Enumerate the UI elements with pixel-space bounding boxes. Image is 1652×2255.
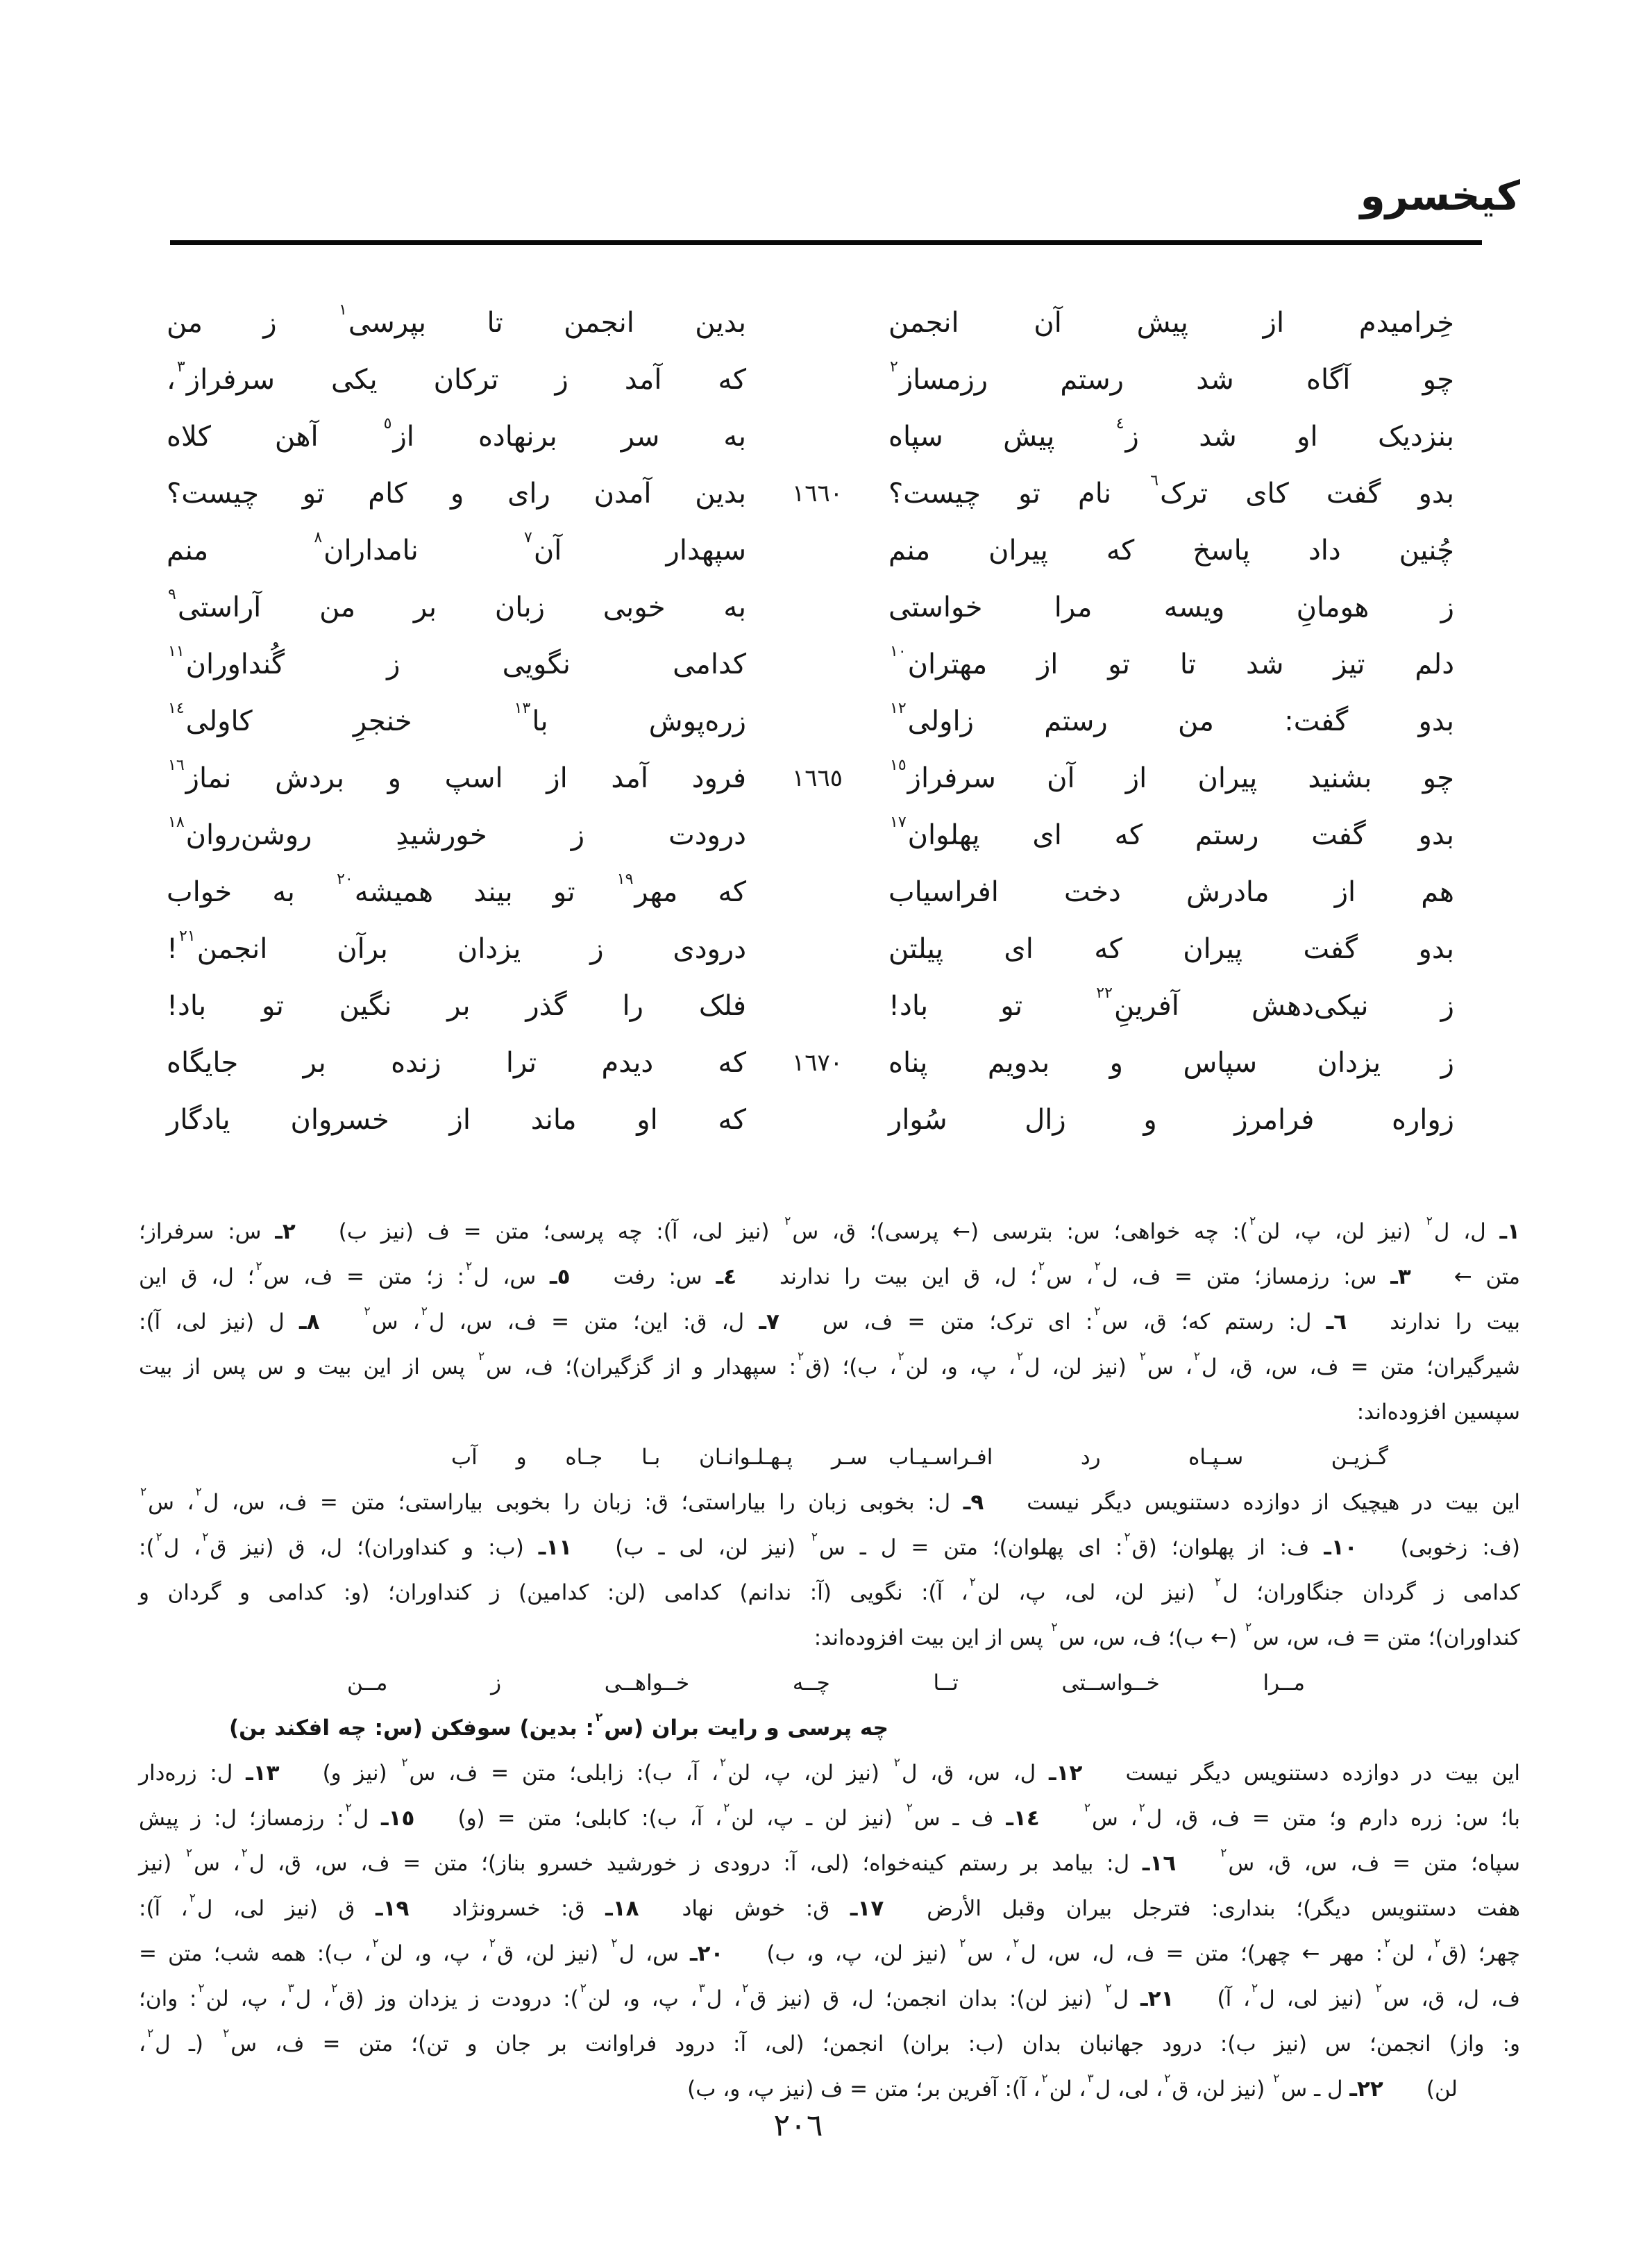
hemistich-second: فلک را گذر بر نگین تو باد! [167,990,746,1022]
apparatus-line: ١ـ ل، ل$^٢$ (نیز لن، پ، لن$^٢$): چه خواهی؛ س: بترسی (← پرسی)؛ ق، س$^٢$ (نیز لی، آ): چه پرسی؛ متن = ف (نیز ب) ٢ـ س: سرفراز؛ [139,1214,1521,1244]
hemistich-first: ز هومانِ ویسه مرا خواستی [888,592,1454,623]
verse-table [167,294,1454,1148]
hemistich-first: بدو گفت پیران که ای پیلتن [888,933,1454,965]
apparatus-line: هفت دستنویس دیگر)؛ بنداری: فترجل بیران وقبل الأرض ١٧ـ ق: خوش نهاد ١٨ـ ق: خسرونژاد ١٩ـ ق (نیز لی، ل$^٢$، آ): [139,1891,1520,1921]
verse-row [167,579,1454,636]
hemistich-first: بدو گفت کای ترک$^٦$ نام تو چیست؟ [888,471,1454,510]
hemistich-second: که مهر$^{١٩}$ تو بیند همیشه$^{٢٠}$ به خواب [167,870,746,908]
verse-row [167,522,1454,579]
hemistich-second: به سر برنهاده از$^٥$ آهن کلاه [167,414,747,453]
verse-number: ١٦٧٠ [791,1049,843,1077]
hemistich-first: ز یزدان سپاس و بدویم پناه [888,1047,1454,1079]
page-number: ٢٠٦ [773,2108,823,2143]
added-verse-hemistich-first: گـزیـن سـپـاه رد افـراسـیـاب [888,1445,1388,1470]
hemistich-first: چُنین داد پاسخ که پیران منم [888,535,1454,567]
verse-row [167,1034,1454,1091]
apparatus-line: (ف: زخوبی) ١٠ـ ف: از پهلوان؛ (ق$^٢$: ای پهلوان)؛ متن = ل ـ س$^٢$ (نیز لن، لی ـ ب) ١١ـ (ب: و کنداوران)؛ ل، ق (نیز ق$^٢$، ل$^٢$): [139,1530,1520,1560]
hemistich-second: بدین انجمن تا بپرسی$^١$ ز من [167,301,746,339]
hemistich-second: کدامی نگویی ز گُنداوران$^{١١}$ [168,642,746,680]
apparatus-line: با؛ س: زره دارم و؛ متن = ف، ق، ل$^٢$، س$^٢$ ١٤ـ ف ـ س$^٢$ (نیز لن ـ پ، لن$^٢$، آ، ب): کابلی؛ متن = (و) ١٥ـ ل$^٢$: رزمساز؛ ل: ز پیش [139,1801,1521,1831]
added-verse-line: مــرا خــواســتی تــا چــه خــواهــی ز مــن [347,1670,1305,1695]
hemistich-gap [868,1435,888,1480]
apparatus-line: بیت را ندارند ٦ـ ل: رستم که؛ ق، س$^٢$: ای ترک؛ متن = ف، س ٧ـ ل، ق: این؛ متن = ف، س، ل$^٢$، س$^٢$ ٨ـ ل (نیز لی، آ): [139,1305,1521,1334]
apparatus-line: و: واز) انجمن؛ س (نیز ب): درود جهانبان بدان (ب: بران) انجمن؛ (لی، آ: درود فراوانت بر جان و تن)؛ متن = ف، س$^٢$ (ـ ل$^٢$، [139,2027,1520,2056]
hemistich-first: زواره فرامرز و زال سُوار [888,1104,1454,1136]
verse-row [167,978,1454,1034]
hemistich-second: که او ماند از خسروان یادگار [167,1104,746,1136]
verse-row [167,864,1454,921]
hemistich-first: خِرامیدم از پیش آن انجمن [888,307,1454,339]
verse-row [167,465,1454,522]
hemistich-first: چو آگاه شد رستم رزمساز$^٢$ [890,358,1454,396]
hemistich-second: که آمد ز ترکان یکی سرفراز$^٣$، [167,358,746,396]
hemistich-first: هم از مادرش دخت افراسیاب [888,876,1454,908]
verse-row [167,636,1454,693]
apparatus-line: شیرگیران؛ متن = ف، س، ق، ل$^٢$، س$^٢$ (نیز لن، ل$^٢$، پ، و، لن$^٢$، ب)؛ (ق$^٢$: سپهدار و از گزگیران)؛ ف، س$^٢$ پس از این بیت و س پس از بیت [139,1350,1520,1380]
verse-row [167,807,1454,864]
apparatus-line: لن) ٢٢ـ ل ـ س$^٢$ (نیز لن، ق$^٢$، لی، ل$^٣$، لن$^٢$، آ): آفرین بر؛ متن = ف (نیز پ، و، ب) [687,2072,1458,2102]
apparatus-line: کنداوران)؛ متن = ف، س، س$^٢$ (← ب)؛ ف، س، س$^٢$ پس از این بیت افزوده‌اند: [814,1620,1520,1650]
apparatus-line [139,1435,1388,1480]
verse-row [167,351,1454,408]
verse-number: ١٦٦٥ [791,764,843,792]
hemistich-second: زره‌پوش با$^{١٣}$ خنجرِ کاولی$^{١٤}$ [168,699,746,737]
added-verse-hemistich-second: سـر پـهـلـوانـان بـا جـاه و آب [451,1445,868,1470]
apparatus [139,1209,1520,2112]
apparatus-line: چهر؛ (ق$^٢$، لن$^٢$: مهر ← چهر)؛ متن = ف، ل، س، ل$^٢$، س$^٢$ (نیز لن، پ، و، ب) ٢٠ـ س، ل$^٢$ (نیز لن، ق$^٢$، پ، و، لن$^٢$، ب): همه شب؛ متن = [139,1936,1520,1966]
hemistich-first: دلم تیز شد تا تو از مهتران$^{١٠}$ [890,642,1454,680]
hemistich-first: بنزدیک او شد ز$^٤$ پیش سپاه [888,414,1455,453]
apparatus-line: متن ← ٣ـ س: رزمساز؛ متن = ف، ل$^٢$، س$^٢$؛ ل، ق این بیت را ندارند ٤ـ س: رفت ٥ـ س، ل$^٢$: ز؛ متن = ف، س$^٢$؛ ل، ق این [139,1259,1521,1289]
hemistich-second: سپهدار آن$^٧$ نامداران$^٨$ منم [167,528,747,567]
verse-row [167,1091,1454,1148]
verse-row [167,921,1454,978]
apparatus-line: ف، ل، ق، س$^٢$ (نیز لی، ل$^٢$، آ) ٢١ـ ل$^٢$ (نیز لن): بدان انجمن؛ ل، ق (نیز ق$^٢$، ل$^٣$، پ، و، لن$^٢$): درودت ز یزدان وز (ق$^٢$، ل$^٣$، پ، لن$^٢$: وان؛ [139,1981,1520,2011]
apparatus-line: این بیت در دوازده دستنویس دیگر نیست ١٢ـ ل، س، ق، ل$^٢$ (نیز لن، پ، لن$^٢$، آ، ب): زابلی؛ متن = ف، س$^٢$ (نیز و) ١٣ـ ل: زره‌دار [139,1756,1520,1786]
apparatus-line: کدامی ز گردان جنگاوران؛ ل$^٢$ (نیز لن، لی، پ، لن$^٢$، آ): نگویی (آ: ندانم) کدامی (لن: کدامین) ز کنداوران؛ (و: کدامی و گردان و [139,1575,1520,1605]
verse-number: ١٦٦٠ [791,480,843,508]
running-head-title: کیخسرو [1360,172,1520,219]
header-rule [170,240,1482,245]
verse-row [167,750,1454,807]
apparatus-line: این بیت در هیچیک از دوازده دستنویس دیگر نیست ٩ـ ل: بخوبی زبان را بیاراستی؛ ق: زبان را بخوبی بیاراستی؛ متن = ف، س، ل$^٢$، س$^٢$ [140,1485,1521,1515]
apparatus-line: سپسین افزوده‌اند: [1356,1400,1520,1425]
hemistich-second: درودی ز یزدان برآن انجمن$^{٢١}$! [167,927,746,965]
hemistich-second: که دیدم ترا زنده بر جایگاه [167,1047,746,1079]
verse-row [167,408,1454,465]
added-verse-line-bold: چه پرسی و رایت بران (س$^٢$: بدین) سوفکن (س: چه افکند بن) [229,1711,888,1741]
hemistich-second: فرود آمد از اسپ و بردش نماز$^{١٦}$ [168,756,746,794]
hemistich-first: ز نیکی‌دهش آفرینِ$^{٢٢}$ تو باد! [888,984,1454,1022]
verse-row [167,294,1454,351]
verse-row [167,693,1454,750]
hemistich-first: بدو گفت: من رستم زاولی$^{١٢}$ [890,699,1454,737]
apparatus-line: سپاه؛ متن = ف، س، ق، س$^٢$ ١٦ـ ل: بیامد بر رستم کینه‌خواه؛ (لی، آ: درودی ز خورشید خسرو بناز)؛ متن = ف، س، ق، ل$^٢$، س$^٢$ (نیز [139,1846,1520,1876]
hemistich-second: به خوبی زبان بر من آراستی$^٩$ [168,585,746,623]
hemistich-first: چو بشنید پیران از آن سرفراز$^{١٥}$ [890,756,1454,794]
hemistich-first: بدو گفت رستم که ای پهلوان$^{١٧}$ [890,813,1454,851]
hemistich-second: درودت ز خورشیدِ روشن‌روان$^{١٨}$ [168,813,746,851]
hemistich-second: بدین آمدن رای و کام تو چیست؟ [167,478,746,510]
